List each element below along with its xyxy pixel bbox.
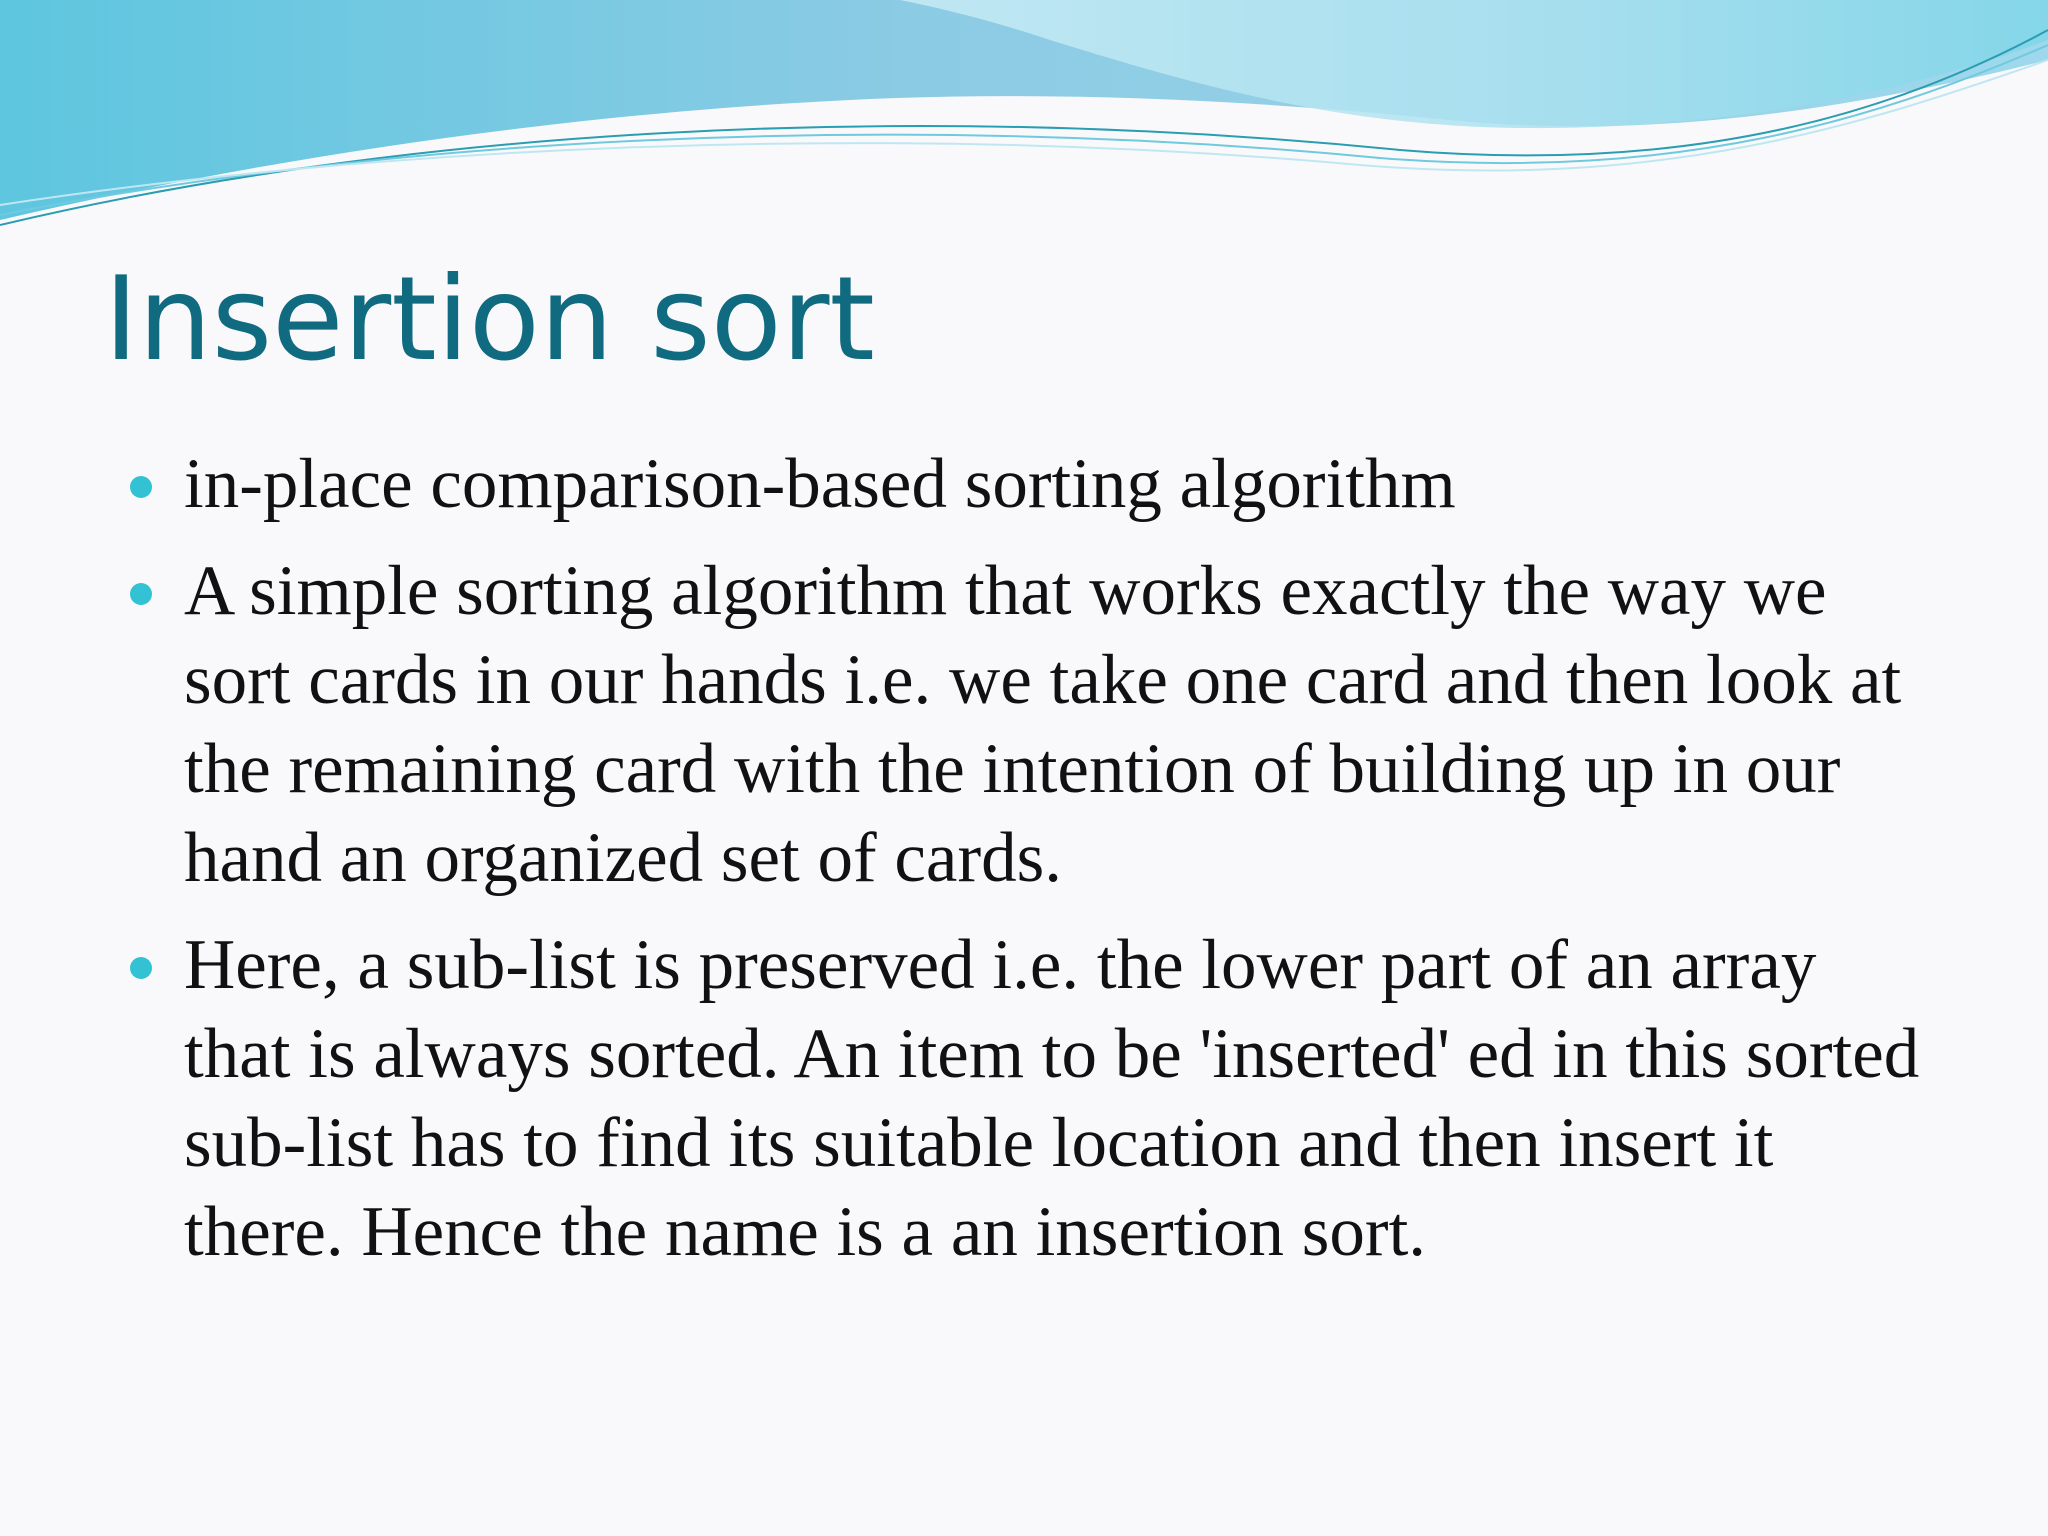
bullet-text: Here, a sub-list is preserved i.e. the lower part of an array that is always sorted. An item to be 'inserted' ed in this sorted sub-list has to find its suitable location and then insert it there. Hence the name is a an insertion sort.: [184, 926, 1920, 1271]
decorative-wave-banner: [0, 0, 2048, 240]
bullet-text: in-place comparison-based sorting algorithm: [184, 445, 1456, 523]
bullet-dot-icon: [130, 957, 152, 979]
bullet-dot-icon: [130, 476, 152, 498]
slide-title: Insertion sort: [104, 252, 875, 387]
bullet-item: [120, 440, 1920, 529]
bullet-list: [120, 440, 1920, 1295]
bullet-text: A simple sorting algorithm that works exactly the way we sort cards in our hands i.e. we take one card and then look at the remaining card with the intention of building up in our hand an organized set of cards.: [184, 552, 1902, 897]
bullet-item: [120, 921, 1920, 1277]
bullet-dot-icon: [130, 583, 152, 605]
bullet-item: [120, 547, 1920, 903]
